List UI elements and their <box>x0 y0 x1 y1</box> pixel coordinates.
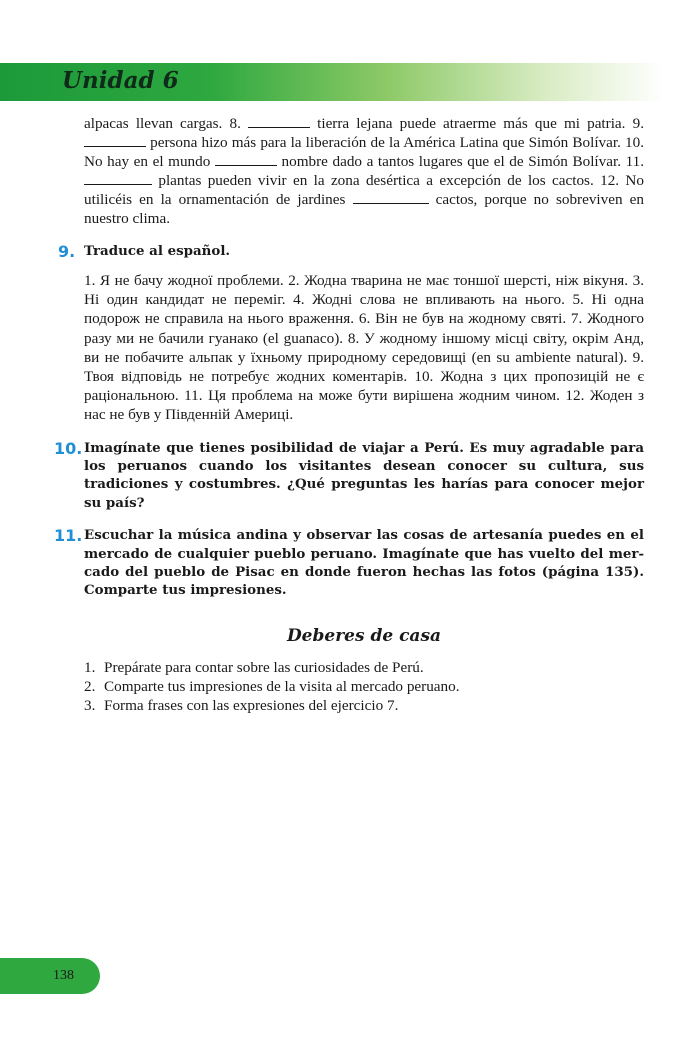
unit-title: Unidad 6 <box>62 67 179 94</box>
item-text: Prepárate para contar sobre las curiosidades de Perú. <box>104 658 424 676</box>
text-segment: nombre dado a tantos lugares que el de Simón Bolívar. 11. <box>276 153 644 170</box>
exercise-number: 11. <box>54 526 83 546</box>
exercise-8-continuation <box>84 114 644 228</box>
exercise-title: Traduce al español. <box>84 243 231 259</box>
exercise-text: Escuchar la música andina y observar las cosas de artesanía puedes en el mercado de cualquier pueblo peruano. Imagínate que has vuelto del mercado del pueblo de Pisac en donde fueron hechas las fotos (página 135). Comparte tus impresiones. <box>84 527 644 599</box>
text-segment: persona hizo más para la liberación de la América Latina que Simón Bolívar. 10. No hay en el mundo <box>84 134 644 170</box>
exercise-number: 9. <box>58 242 76 261</box>
item-text: Forma frases con las expresiones del ejercicio 7. <box>104 696 399 714</box>
exercise-text: Imagínate que tienes posibilidad de viajar a Perú. Es muy agradable para los peruanos cuando los visitantes desean conocer su cultura, sus tradiciones y costumbres. ¿Qué preguntas les harías para conocer mejor su país? <box>84 439 644 511</box>
exercise-10 <box>54 438 644 513</box>
item-number: 2. <box>84 677 96 695</box>
homework-list <box>84 658 644 715</box>
answer-blank <box>84 134 146 147</box>
answer-blank <box>84 172 152 185</box>
page-number: 138 <box>53 968 74 983</box>
text-segment: cactos, porque no sobreviven en nuestro clima. <box>84 191 644 227</box>
text-segment: plantas pueden vivir en la zona desértica a excepción de los cactos. 12. No utilicéis en la ornamentación de jardines <box>84 172 644 208</box>
answer-blank <box>215 153 277 166</box>
list-item <box>84 658 644 677</box>
exercise-number: 10. <box>54 438 83 458</box>
list-item <box>84 696 644 715</box>
list-item <box>84 677 644 696</box>
item-text: Comparte tus impresiones de la visita al mercado peruano. <box>104 677 460 695</box>
answer-blank <box>248 115 310 128</box>
item-number: 1. <box>84 658 96 676</box>
item-number: 3. <box>84 696 96 714</box>
text-segment: alpacas llevan cargas. 8. <box>84 115 248 132</box>
text-segment: tierra lejana puede atraerme más que mi patria. 9. <box>310 115 644 132</box>
page-number-tab <box>0 958 100 994</box>
page-content <box>54 114 644 715</box>
exercise-11 <box>54 526 644 600</box>
exercise-9 <box>58 242 644 425</box>
exercise-text: 1. Я не бачу жодної проблеми. 2. Жодна тварина не має тоншої шерсті, ніж вікуня. 3. Ні один кандидат не переміг. 4. Жодні слова не впливають на нього. 5. Ні одна подорож не справила на нього враження. 6. Він не був на жодному святі. 7. Жодного разу ми не бачили гуанако (el guanaco). 8. У жодному іншому місці світу, окрім Анд, ви не побачите альпак у їхньому природному середовищі (en su ambiente natural). 9. Твоя відповідь не потребує жодних коментарів. 10. Жодна з цих пропозицій не є раціональною. 11. Ця проблема на може бути вирішена жодним чином. 12. Жоден з нас не був у Південній Америці. <box>84 272 644 424</box>
answer-blank <box>353 191 429 204</box>
homework-title: Deberes de casa <box>286 625 442 646</box>
